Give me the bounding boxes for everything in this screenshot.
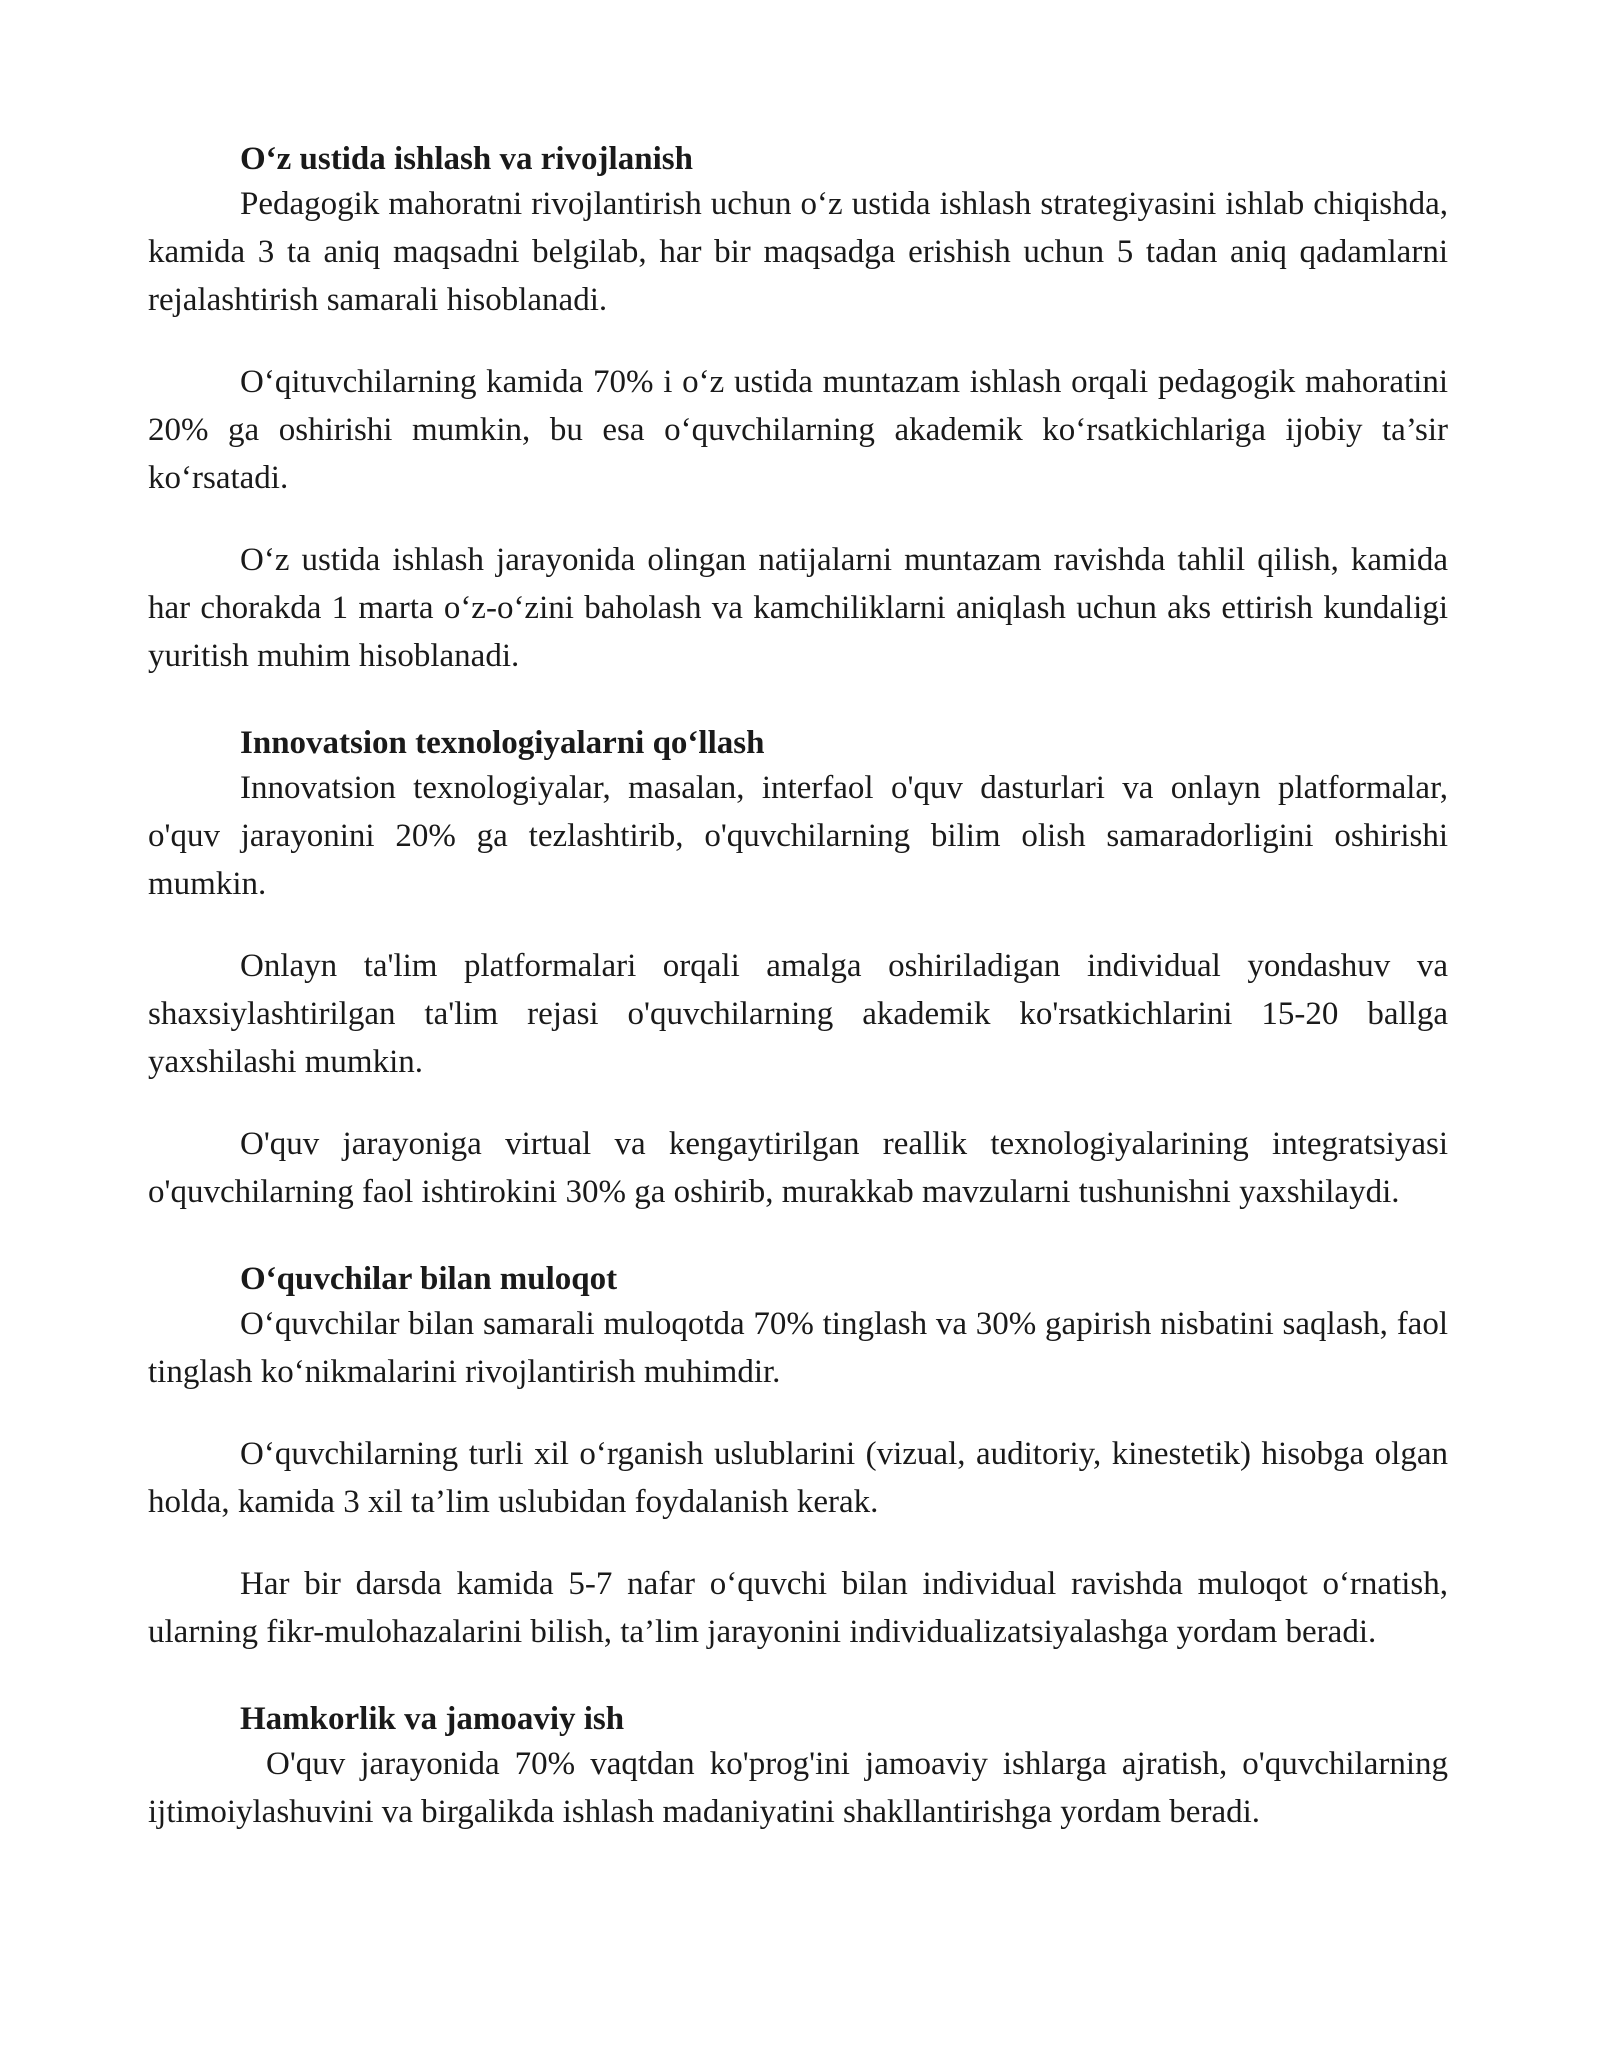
paragraph: O‘quvchilar bilan samarali muloqotda 70% tinglash va 30% gapirish nisbatini saqlash, faol tinglash ko‘nikmalarini rivojlantirish muhimdir.	[148, 1306, 1448, 1390]
paragraph: O'quv jarayonida 70% vaqtdan ko'prog'ini jamoaviy ishlarga ajratish, o'quvchilarning ijtimoiylashuvini va birgalikda ishlash madaniyatini shakllantirishga yordam beradi.	[148, 1746, 1448, 1830]
section-student-communication	[148, 1258, 1448, 1656]
paragraph: Har bir darsda kamida 5-7 nafar o‘quvchi bilan individual ravishda muloqot o‘rnatish, ularning fikr-mulohazalarini bilish, ta’lim jarayonini individualizatsiyalashga yordam beradi.	[148, 1566, 1448, 1650]
section-innovative-technologies	[148, 722, 1448, 1216]
document-page	[148, 138, 1448, 1878]
section-heading: O‘quvchilar bilan muloqot	[240, 1261, 618, 1297]
paragraph: O‘qituvchilarning kamida 70% i o‘z ustida muntazam ishlash orqali pedagogik mahoratini 20% ga oshirishi mumkin, bu esa o‘quvchilarning akademik ko‘rsatkichlariga ijobiy ta’sir ko‘rsatadi.	[148, 364, 1448, 496]
paragraph: Onlayn ta'lim platformalari orqali amalga oshiriladigan individual yondashuv va shaxsiylashtirilgan ta'lim rejasi o'quvchilarning akademik ko'rsatkichlarini 15-20 ballga yaxshilashi mumkin.	[148, 948, 1448, 1080]
section-heading: Innovatsion texnologiyalarni qo‘llash	[240, 725, 765, 761]
paragraph: Innovatsion texnologiyalar, masalan, interfaol o'quv dasturlari va onlayn platformalar, o'quv jarayonini 20% ga tezlashtirib, o'quvchilarning bilim olish samaradorligini oshirishi mumkin.	[148, 770, 1448, 902]
paragraph: O'quv jarayoniga virtual va kengaytirilgan reallik texnologiyalarining integratsiyasi o'quvchilarning faol ishtirokini 30% ga oshirib, murakkab mavzularni tushunishni yaxshilaydi.	[148, 1126, 1448, 1210]
section-self-development	[148, 138, 1448, 680]
section-heading: Hamkorlik va jamoaviy ish	[240, 1701, 625, 1737]
paragraph: O‘quvchilarning turli xil o‘rganish uslublarini (vizual, auditoriy, kinestetik) hisobga olgan holda, kamida 3 xil ta’lim uslubidan foydalanish kerak.	[148, 1436, 1448, 1520]
paragraph: Pedagogik mahoratni rivojlantirish uchun o‘z ustida ishlash strategiyasini ishlab chiqishda, kamida 3 ta aniq maqsadni belgilab, har bir maqsadga erishish uchun 5 tadan aniq qadamlarni rejalashtirish samarali hisoblanadi.	[148, 186, 1448, 318]
paragraph: O‘z ustida ishlash jarayonida olingan natijalarni muntazam ravishda tahlil qilish, kamida har chorakda 1 marta o‘z-o‘zini baholash va kamchiliklarni aniqlash uchun aks ettirish kundaligi yuritish muhim hisoblanadi.	[148, 542, 1448, 674]
section-heading: O‘z ustida ishlash va rivojlanish	[240, 141, 693, 177]
section-teamwork	[148, 1698, 1448, 1836]
